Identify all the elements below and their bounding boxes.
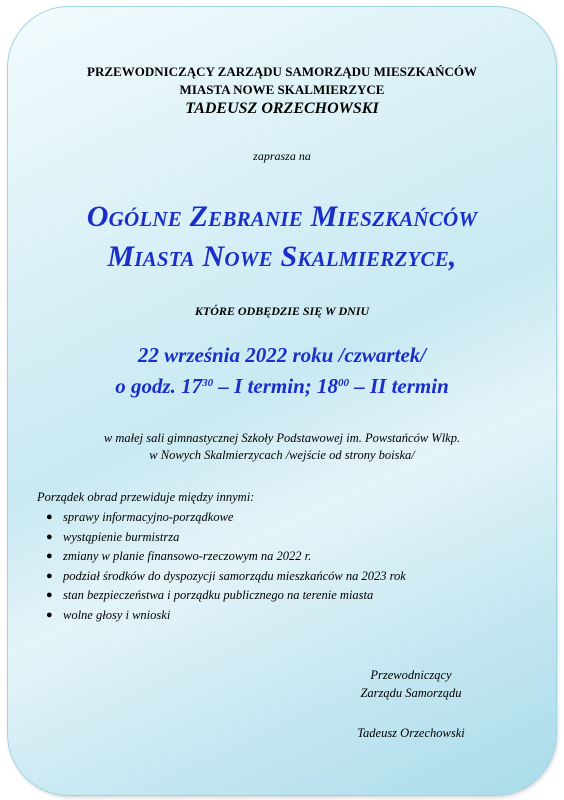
time1-minutes: 30 <box>202 377 214 389</box>
agenda-list <box>37 508 406 625</box>
term1-text: – I termin; 18 <box>213 374 338 398</box>
signature-name: Tadeusz Orzechowski <box>357 726 465 740</box>
subtitle: KTÓRE ODBĘDZIE SIĘ W DNIU <box>194 304 370 318</box>
title-line-2: Miasta Nowe Skalmierzyce, <box>107 240 457 273</box>
bullet-icon: ● <box>46 608 53 621</box>
agenda-item: ● podział środków do dyspozycji samorządu mieszkańców na 2023 rok <box>37 567 406 587</box>
agenda-item: ● sprawy informacyjno-porządkowe <box>37 508 406 528</box>
bullet-icon: ● <box>46 530 53 543</box>
venue-line-2: w Nowych Skalmierzycach /wejście od strony boiska/ <box>149 448 415 462</box>
invite-text: zaprasza na <box>253 149 311 163</box>
bullet-icon: ● <box>46 569 53 582</box>
bullet-icon: ● <box>46 589 53 601</box>
venue-line-1: w małej sali gimnastycznej Szkoły Podstawowej im. Powstańców Wlkp. <box>103 431 461 445</box>
time2-minutes: 00 <box>338 377 349 389</box>
time-prefix: o godz. 17 <box>115 374 203 398</box>
agenda-item: ● wolne głosy i wnioski <box>37 606 406 626</box>
agenda-item: ● wystąpienie burmistrza <box>37 528 406 548</box>
agenda <box>37 490 406 625</box>
bullet-icon: ● <box>46 550 53 562</box>
title-line-1: Ogólne Zebranie Mieszkańców <box>86 200 478 233</box>
header-line-1: PRZEWODNICZĄCY ZARZĄDU SAMORZĄDU MIESZKAŃCÓW <box>87 64 477 79</box>
bullet-icon: ● <box>46 511 53 523</box>
signature-role-1: Przewodniczący <box>370 668 452 682</box>
date-line: 22 września 2022 roku /czwartek/ <box>137 343 427 367</box>
term2-text: – II termin <box>349 374 449 398</box>
agenda-item: ● zmiany w planie finansowo-rzeczowym na 2022 r. <box>37 547 406 567</box>
signature-role-2: Zarządu Samorządu <box>360 686 462 700</box>
agenda-intro: Porządek obrad przewiduje między innymi: <box>37 490 255 504</box>
time-line <box>0 369 564 400</box>
header-name: TADEUSZ ORZECHOWSKI <box>185 100 379 117</box>
agenda-item: ● stan bezpieczeństwa i porządku publicznego na terenie miasta <box>37 586 406 606</box>
header-line-2: MIASTA NOWE SKALMIERZYCE <box>179 82 385 97</box>
